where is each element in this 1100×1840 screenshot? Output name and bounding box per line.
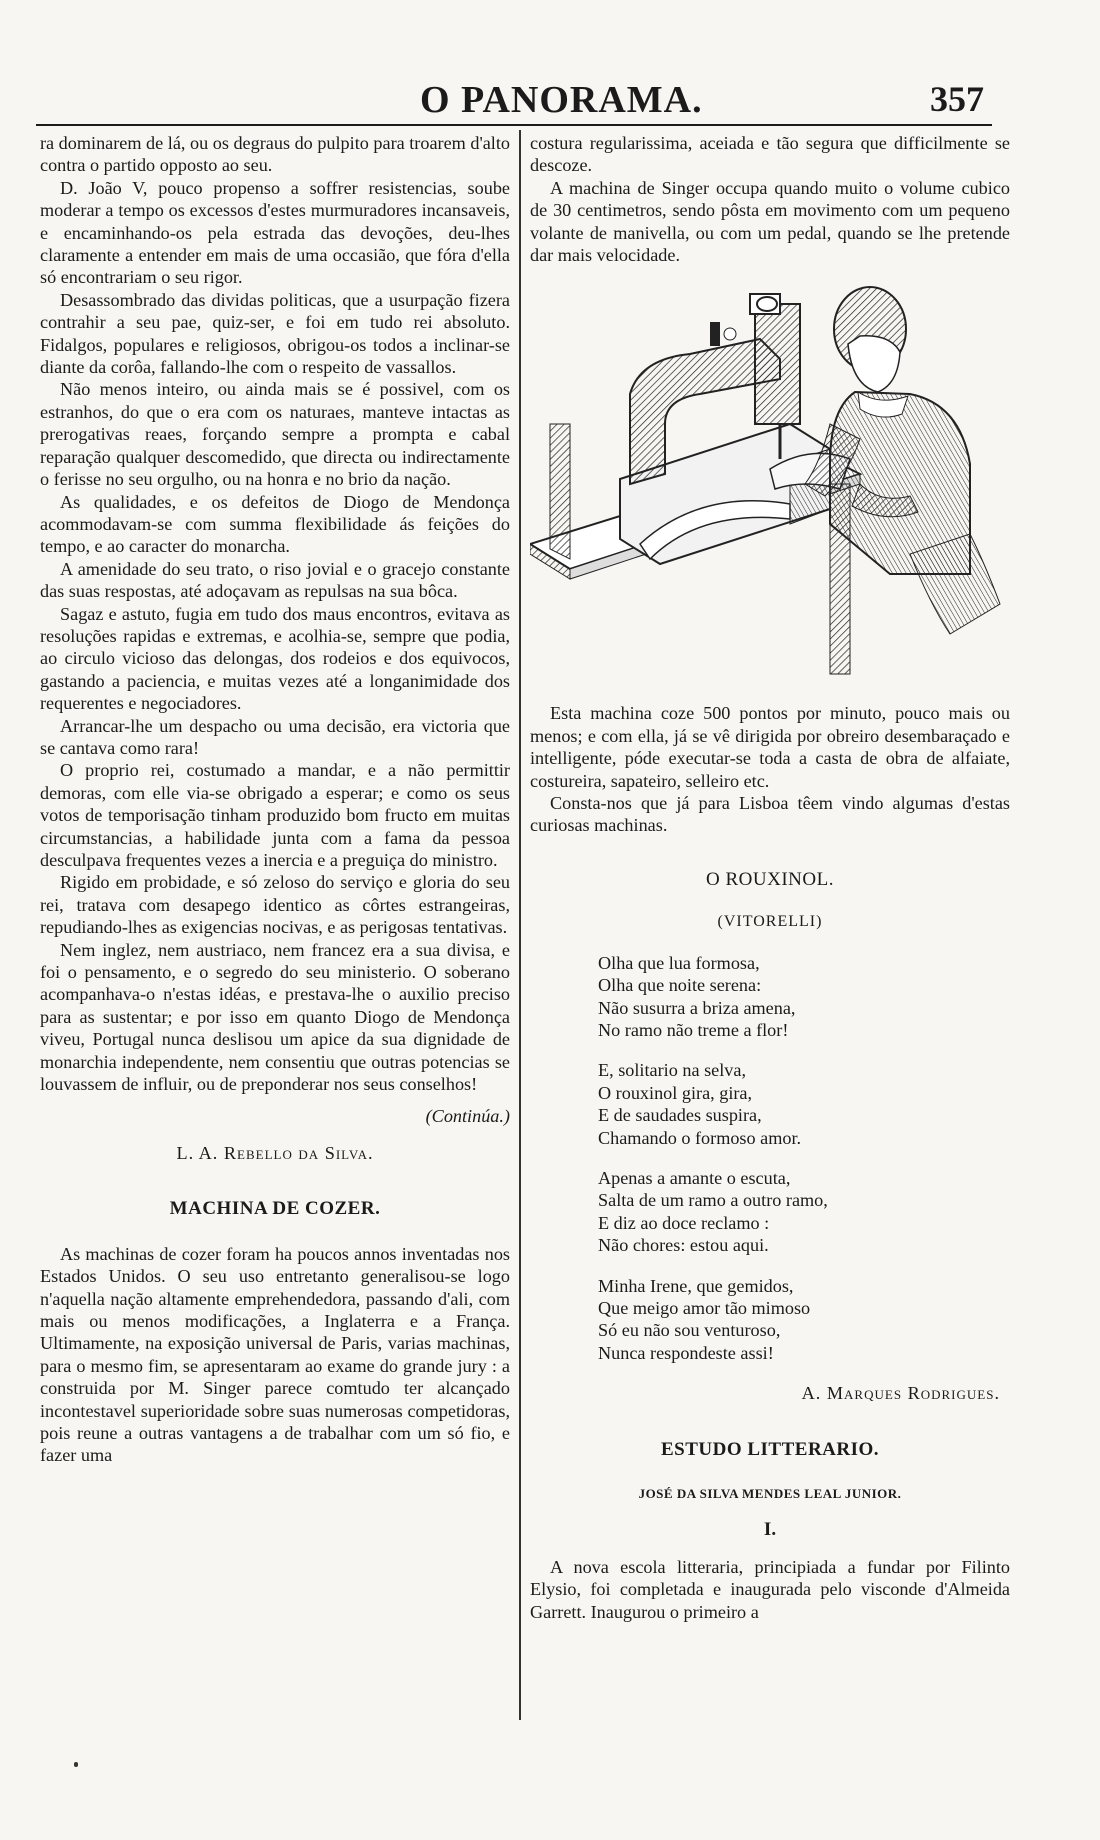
paragraph: As qualidades, e os defeitos de Diogo de Mendonça acommodavam-se com summa flexibilidade ás feições do tempo, e ao caracter do monarcha. xyxy=(40,491,510,557)
header-rule xyxy=(36,124,992,126)
poem-line: E diz ao doce reclamo : xyxy=(598,1212,770,1233)
column-divider xyxy=(519,130,521,1720)
paragraph: Desassombrado das dividas politicas, que a usurpação fizera contrahir a seu pae, quiz-ser, e foi em tudo rei absoluto. Fidalgos, populares e religiosos, obrigou-os todos a inclinar-se diante da corôa, fallando-lhe com o respeito de vassallos. xyxy=(40,289,510,378)
poem-stanza xyxy=(598,1275,1010,1365)
continua-note: (Continúa.) xyxy=(425,1106,510,1127)
sewing-machine-engraving xyxy=(530,274,1010,684)
poem-title: O ROUXINOL. xyxy=(706,868,834,890)
poem-line: Não susurra a briza amena, xyxy=(598,997,796,1018)
right-column xyxy=(530,132,1010,1623)
paragraph: Não menos inteiro, ou ainda mais se é possivel, com os estranhos, do que o era com os naturaes, manteve intactas as prerogativas reaes, forçando sempre a prompta e cabal reparação qualquer descomedido, que directa ou indirectamente o ferisse no seu orgulho, ou na honra e no brio da nação. xyxy=(40,379,510,490)
poem-subtitle: (VITORELLI) xyxy=(717,913,823,931)
essay-section-number: I. xyxy=(763,1519,777,1541)
sewing-machine-illustration xyxy=(530,274,1010,684)
page-header-title: O PANORAMA. xyxy=(420,79,703,121)
paragraph: D. João V, pouco propenso a soffrer resistencias, soube moderar a tempo os excessos d'estes murmuradores incansaveis, e encaminhando-os pela estrada das devoções, deu-lhes claramente a entender em mais de uma occasião, que fóra d'ella só encontrariam o seu rigor. xyxy=(40,177,510,288)
poem-line: E, solitario na selva, xyxy=(598,1060,746,1081)
paragraph: Rigido em probidade, e só zeloso do serviço e gloria do seu rei, tratava com desapego identico as côrtes estrangeiras, repudiando-lhes as exigencias nocivas, e as perigosas tentativas. xyxy=(40,872,510,938)
essay-author: JOSÉ DA SILVA MENDES LEAL JUNIOR. xyxy=(638,1486,902,1501)
poem-line: Olha que lua formosa, xyxy=(598,952,760,973)
paragraph: Sagaz e astuto, fugia em tudo dos maus encontros, evitava as resoluções rapidas e extremas, e acolhia-se, sempre que podia, ao circulo vicioso das delongas, dos rodeios e dos equivocos, gastando a paciencia, e muitas vezes até a longanimidade dos requerentes e negociadores. xyxy=(40,603,510,714)
poem-line: Salta de um ramo a outro ramo, xyxy=(598,1190,828,1211)
poem-line: No ramo não treme a flor! xyxy=(598,1019,789,1040)
poem-line: Apenas a amante o escuta, xyxy=(598,1167,791,1188)
paragraph: Arrancar-lhe um despacho ou uma decisão, era victoria que se cantava como rara! xyxy=(40,715,510,758)
poem-line: Chamando o formoso amor. xyxy=(598,1127,802,1148)
poem-stanza xyxy=(598,1059,1010,1149)
article-author: L. A. Rebello da Silva. xyxy=(176,1142,374,1163)
poem-author: A. Marques Rodrigues. xyxy=(801,1383,1000,1404)
poem-line: Minha Irene, que gemidos, xyxy=(598,1275,794,1296)
paragraph: ra dominarem de lá, ou os degraus do pulpito para troarem d'alto contra o partido opposto ao seu. xyxy=(40,133,510,176)
left-column xyxy=(40,132,510,1467)
ink-speck xyxy=(74,1762,78,1767)
poem-line: Não chores: estou aqui. xyxy=(598,1235,769,1256)
poem-line: Só eu não sou venturoso, xyxy=(598,1320,781,1341)
paragraph: As machinas de cozer foram ha poucos annos inventadas nos Estados Unidos. O seu uso entretanto generalisou-se logo n'aquella nação altamente emprehendedora, passando d'ali, com mais ou menos modificações, a Inglaterra e a França. Ultimamente, na exposição universal de Paris, varias machinas, para o mesmo fim, se apresentaram ao exame do grande jury : a construida por M. Singer parece comtudo ter alcançado incontestavel superioridade sobre suas numerosas competidoras, pois reune a outras vantagens a de trabalhar com um só fio, e fazer uma xyxy=(40,1243,510,1466)
poem-stanza xyxy=(598,1167,1010,1257)
paragraph: A machina de Singer occupa quando muito o volume cubico de 30 centimetros, sendo pôsta em movimento com um pequeno volante de manivella, ou com um pedal, quando se lhe pretende dar mais velocidade. xyxy=(530,177,1010,266)
section-title: ESTUDO LITTERARIO. xyxy=(660,1438,880,1460)
paragraph: Esta machina coze 500 pontos por minuto, pouco mais ou menos; e com ella, já se vê dirigida por obreiro desembaraçado e intelligente, póde executar-se toda a casta de obra de alfaiate, costureira, sapateiro, selleiro etc. xyxy=(530,703,1010,791)
poem-line: Que meigo amor tão mimoso xyxy=(598,1297,811,1318)
poem-line: O rouxinol gira, gira, xyxy=(598,1082,753,1103)
paragraph: A nova escola litteraria, principiada a fundar por Filinto Elysio, foi completada e inaugurada pelo visconde d'Almeida Garrett. Inaugurou o primeiro a xyxy=(530,1556,1010,1622)
poem-line: Olha que noite serena: xyxy=(598,975,762,996)
paragraph: costura regularissima, aceiada e tão segura que difficilmente se descoze. xyxy=(530,133,1010,176)
page-number: 357 xyxy=(930,79,984,119)
paragraph: Consta-nos que já para Lisboa têem vindo algumas d'estas curiosas machinas. xyxy=(530,793,1010,836)
paragraph: Nem inglez, nem austriaco, nem francez era a sua divisa, e foi o pensamento, e o segredo do seu ministerio. O soberano acompanhava-o n'estas idéas, e prestava-lhe o auxilio preciso para as sustentar; e por isso em quanto Diogo de Mendonça viveu, Portugal nunca deslisou um apice da sua dignidade de monarchia independente, nem consentiu que outras potencias se louvassem de influir, ou de preponderar nos seus conselhos! xyxy=(40,939,510,1095)
section-title: MACHINA DE COZER. xyxy=(169,1198,381,1220)
paragraph: A amenidade do seu trato, o riso jovial e o gracejo constante das suas respostas, até adoçavam as repulsas na sua bôca. xyxy=(40,558,510,602)
poem-stanza xyxy=(598,952,1010,1042)
poem-line: Nunca respondeste assi! xyxy=(598,1342,774,1363)
poem-line: E de saudades suspira, xyxy=(598,1105,762,1126)
paragraph: O proprio rei, costumado a mandar, e a não permittir demoras, com elle via-se obrigado a esperar; e como os seus votos de temporisação tinham produzido bom fructo em muitas circumstancias, a habilidade junta com a fama da pessoa desculpava frequentes vezes a inercia e a preguiça do ministro. xyxy=(40,760,510,870)
